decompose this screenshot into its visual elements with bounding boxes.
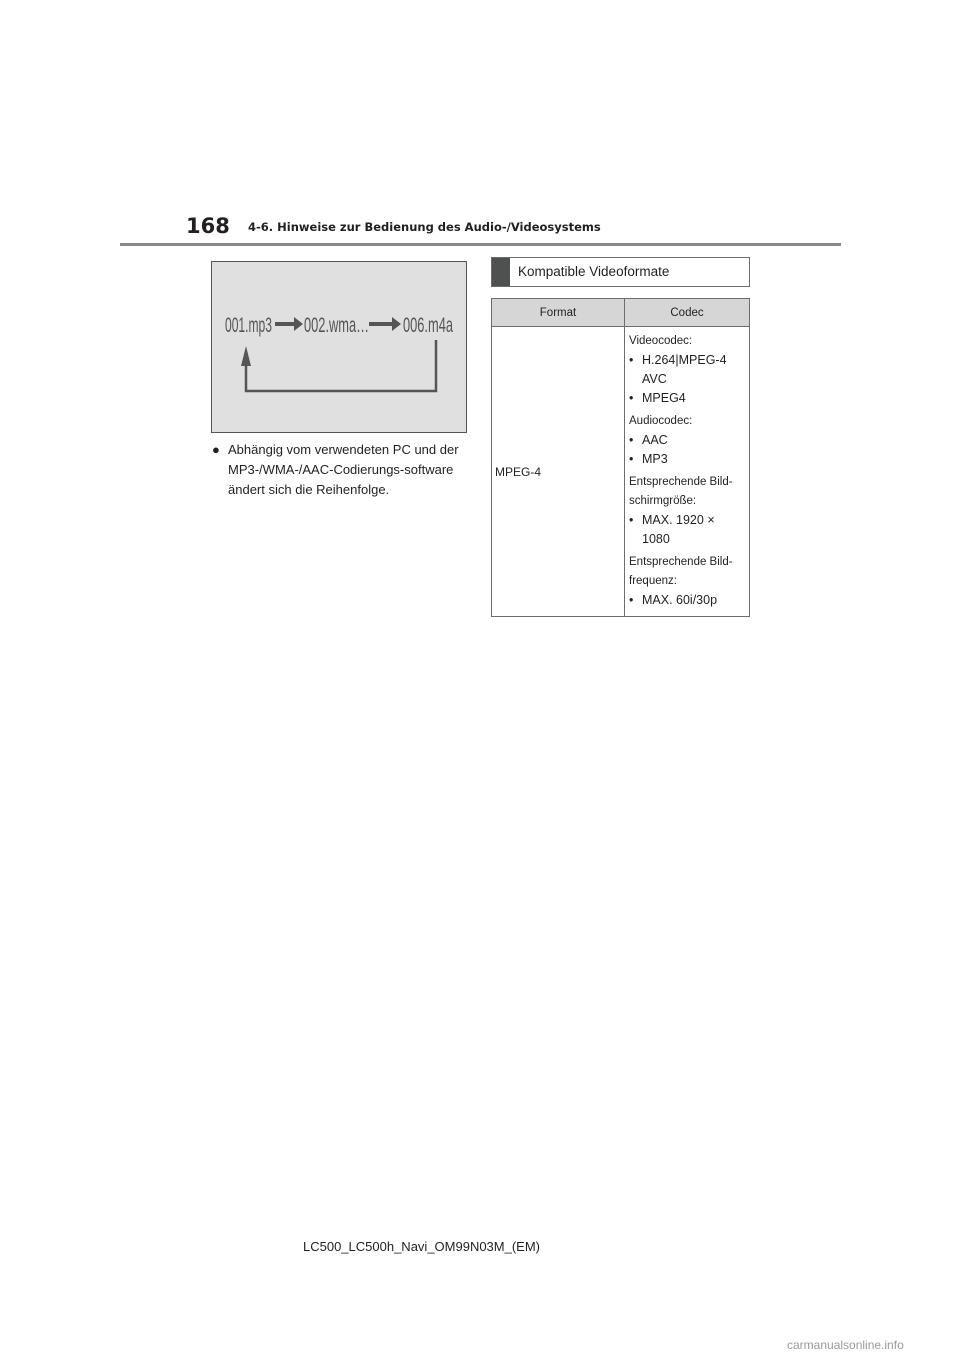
watermark: carmanualsonline.info [787,1338,904,1352]
heading-marker [492,258,510,286]
arrow-right-icon [275,317,303,331]
video-table-heading [491,257,750,287]
list-item [629,351,745,389]
arrow-right-icon [369,317,401,331]
table-row [492,327,750,617]
section-title: 4-6. Hinweise zur Bedienung des Audio-/Videosystems [248,220,601,234]
format-cell: MPEG-4 [492,327,625,617]
video-format-table [491,298,750,617]
audio-codec-item: MP3 [642,452,668,466]
video-codec-item: H.264|MPEG-4 AVC [642,353,727,386]
column-header-format: Format [492,299,625,327]
header-rule [120,243,841,246]
list-item [629,431,745,450]
audio-codec-item: AAC [642,433,668,447]
table-header-row [492,299,750,327]
bullet-icon: • [629,433,634,447]
file-label-2: 002.wma… [304,314,369,337]
bullet-icon: • [629,513,634,527]
bullet-icon: • [629,353,634,367]
file-label-1: 001.mp3 [225,314,272,337]
list-item [629,591,745,610]
playback-order-diagram [212,262,468,434]
screen-size-item: MAX. 1920 × 1080 [642,513,715,546]
video-codec-label: Videocodec: [629,335,693,347]
frame-rate-label: Entsprechende Bild-frequenz: [629,556,733,587]
note-text: Abhängig vom verwendeten PC und der MP3-/WMA-/AAC-Codierungs-software ändert sich die Reihenfolge. [228,442,459,497]
note-paragraph [211,440,473,500]
audio-codec-label: Audiocodec: [629,415,693,427]
list-item [629,511,745,549]
bullet-icon: ● [212,442,220,457]
arrow-up-icon [241,346,251,366]
page-number: 168 [186,214,230,238]
list-item [629,450,745,469]
bullet-icon: • [629,593,634,607]
list-item [629,389,745,408]
video-table-heading-label: Kompatible Videoformate [518,264,670,279]
codec-cell [625,327,750,617]
document-id: LC500_LC500h_Navi_OM99N03M_(EM) [303,1239,541,1254]
video-codec-item: MPEG4 [642,391,686,405]
bullet-icon: • [629,452,634,466]
bullet-icon: • [629,391,634,405]
frame-rate-item: MAX. 60i/30p [642,593,718,607]
playback-order-figure [211,261,467,433]
file-label-3: 006.m4a [403,314,454,337]
screen-size-label: Entsprechende Bild-schirmgröße: [629,476,733,507]
loop-back-line [246,340,436,391]
column-header-codec: Codec [625,299,750,327]
